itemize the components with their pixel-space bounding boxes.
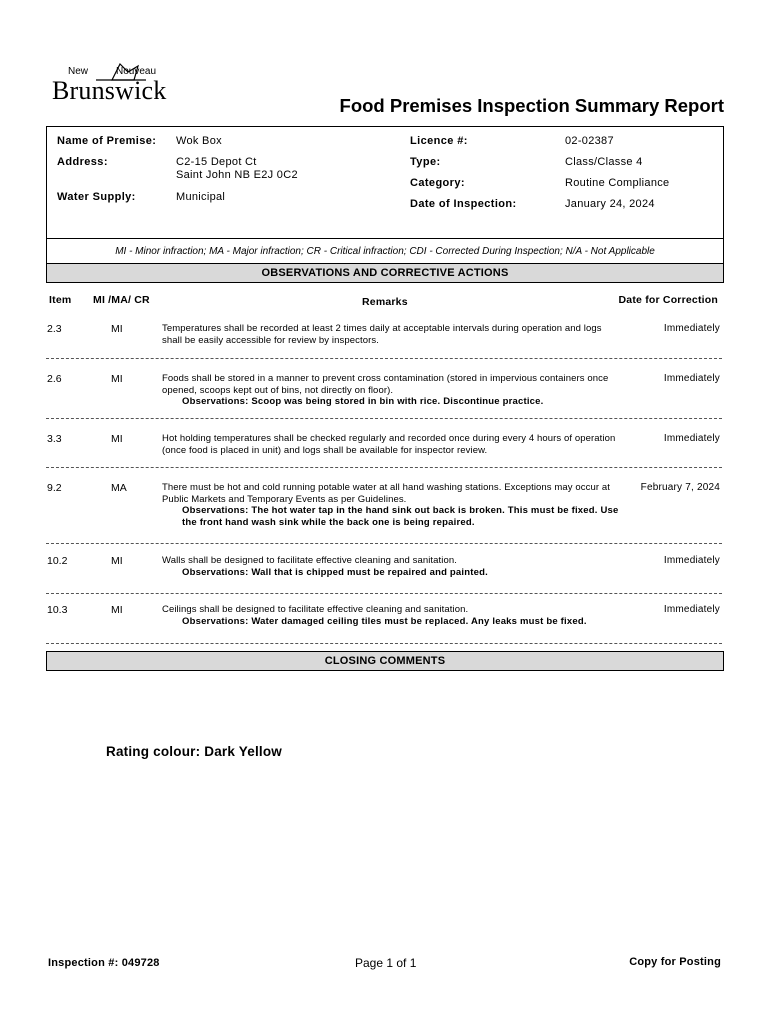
row-category: MI <box>111 433 123 445</box>
observation-text: Observations: The hot water tap in the hand sink out back is broken. This must be fixed. Use the front hand wash sink while the back one is being repaired. <box>182 505 619 528</box>
report-title: Food Premises Inspection Summary Report <box>339 95 724 116</box>
remark-text: Hot holding temperatures shall be checked regularly and recorded once during every 4 hours of operation (once food is placed in unit) and logs shall be available for inspector review. <box>162 433 616 456</box>
logo-nouveau: Nouveau <box>116 66 157 77</box>
type-value: Class/Classe 4 <box>565 156 643 168</box>
inspection-date-label: Date of Inspection: <box>410 198 517 210</box>
row-category: MI <box>111 555 123 567</box>
infraction-legend: MI - Minor infraction; MA - Major infraction; CR - Critical infraction; CDI - Corrected During Inspection; N/A - Not Applicable <box>46 238 724 264</box>
row-date: Immediately <box>663 433 720 444</box>
row-divider <box>46 418 722 419</box>
nb-logo <box>52 60 187 110</box>
row-date: Immediately <box>663 373 720 384</box>
row-item: 10.2 <box>47 555 68 567</box>
remark-text: Walls shall be designed to facilitate effective cleaning and sanitation. <box>162 555 458 566</box>
observation-text: Observations: Water damaged ceiling tiles must be replaced. Any leaks must be fixed. <box>182 615 587 627</box>
water-supply: Municipal <box>176 191 226 203</box>
closing-comments-heading: CLOSING COMMENTS <box>46 651 724 671</box>
row-divider <box>46 543 722 544</box>
water-supply-label: Water Supply: <box>57 191 136 203</box>
address-label: Address: <box>57 156 108 168</box>
row-remark <box>162 433 622 456</box>
row-divider <box>46 467 722 468</box>
remark-text: Foods shall be stored in a manner to prevent cross contamination (stored in impervious containers once opened, scoops kept out of bins, not directly on floor). <box>162 373 609 396</box>
row-remark <box>162 373 622 408</box>
copy-for-posting: Copy for Posting <box>629 956 721 968</box>
observation-text: Observations: Wall that is chipped must be repaired and painted. <box>182 566 488 578</box>
row-date: Immediately <box>663 604 720 615</box>
remark-text: Ceilings shall be designed to facilitate effective cleaning and sanitation. <box>162 604 469 615</box>
row-remark <box>162 555 622 578</box>
row-category: MI <box>111 604 123 616</box>
observation-text: Observations: Scoop was being stored in bin with rice. Discontinue practice. <box>182 396 544 407</box>
remark-text: Temperatures shall be recorded at least 2 times daily at acceptable intervals during operation and logs shall be easily accessible for review by inspectors. <box>162 323 602 346</box>
address-line1: C2-15 Depot Ct <box>176 156 257 168</box>
row-item: 2.6 <box>47 373 62 385</box>
address-line2: Saint John NB E2J 0C2 <box>176 169 298 181</box>
remark-text: There must be hot and cold running potable water at all hand washing stations. Exceptions may occur at Public Markets and Temporary Events as per Guidelines. <box>162 482 610 505</box>
premise-name-label: Name of Premise: <box>57 135 157 147</box>
row-item: 3.3 <box>47 433 62 445</box>
category-label: Category: <box>410 177 465 189</box>
logo-new: New <box>68 66 89 77</box>
row-category: MI <box>111 323 123 335</box>
logo-brunswick: Brunswick <box>52 76 167 105</box>
licence-label: Licence #: <box>410 135 468 147</box>
row-category: MI <box>111 373 123 385</box>
row-item: 10.3 <box>47 604 68 616</box>
row-divider <box>46 643 722 644</box>
col-item: Item <box>49 294 72 306</box>
row-divider <box>46 358 722 359</box>
rating-colour: Rating colour: Dark Yellow <box>106 744 282 759</box>
licence-number: 02-02387 <box>565 135 614 147</box>
inspection-number: Inspection #: 049728 <box>48 957 160 969</box>
premise-name: Wok Box <box>176 135 222 147</box>
row-item: 9.2 <box>47 482 62 494</box>
row-date: Immediately <box>663 555 720 566</box>
row-date: Immediately <box>663 323 720 334</box>
row-item: 2.3 <box>47 323 62 335</box>
row-date: February 7, 2024 <box>640 482 720 493</box>
col-date: Date for Correction <box>618 294 718 306</box>
category-value: Routine Compliance <box>565 177 670 189</box>
col-category: MI /MA/ CR <box>93 294 150 306</box>
type-label: Type: <box>410 156 441 168</box>
row-remark <box>162 604 622 627</box>
observations-heading: OBSERVATIONS AND CORRECTIVE ACTIONS <box>46 263 724 283</box>
row-remark <box>162 323 622 346</box>
inspection-date: January 24, 2024 <box>565 198 655 210</box>
row-divider <box>46 593 722 594</box>
row-category: MA <box>111 482 127 494</box>
page-number: Page 1 of 1 <box>355 956 417 970</box>
col-remarks: Remarks <box>362 296 408 308</box>
row-remark <box>162 482 622 528</box>
